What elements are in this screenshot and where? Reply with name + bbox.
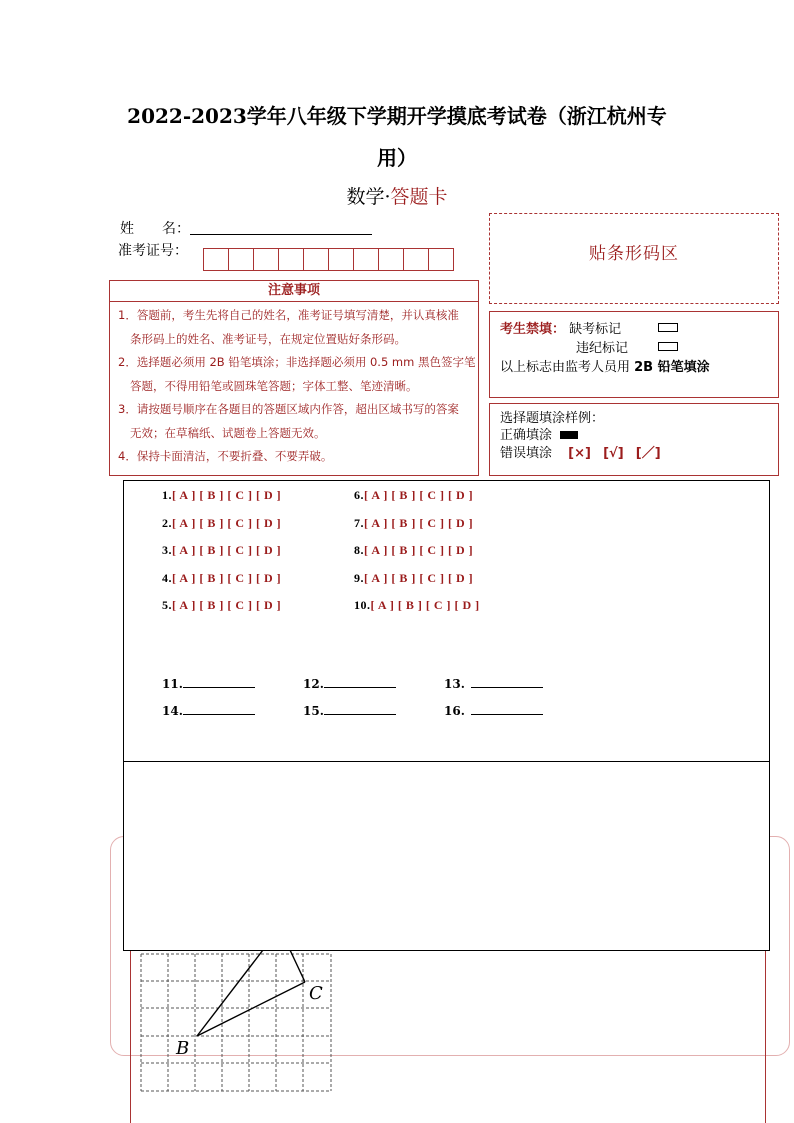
mc-choice-bubbles[interactable]: [ A ] [ B ] [ C ] [ D ] — [364, 488, 474, 502]
mc-question-row — [354, 513, 480, 541]
fill-blank-line[interactable] — [183, 675, 255, 688]
forbid-row-absent — [500, 318, 621, 337]
mc-question-number: 6. — [354, 488, 364, 502]
notice-box — [109, 280, 479, 476]
mc-question-number: 10. — [354, 598, 371, 613]
notice-list — [110, 302, 478, 469]
mc-question-row — [162, 485, 281, 513]
mc-question-row — [354, 595, 480, 623]
notice-item: 1．答题前，考生先将自己的姓名，准考证号填写清楚，并认真核准 — [118, 308, 459, 322]
mc-choice-bubbles[interactable]: [ A ] [ B ] [ C ] [ D ] — [364, 543, 474, 558]
notice-item-continued: 答题，不得用铅笔或圆珠笔答题；字体工整、笔迹清晰。 — [130, 378, 418, 393]
barcode-area — [489, 213, 779, 304]
mc-question-row — [162, 595, 281, 623]
notice-item: 3．请按题号顺序在各题目的答题区域内作答，超出区域书写的答案 — [118, 402, 459, 416]
correct-fill-row — [500, 428, 578, 444]
answer-area-solution[interactable] — [123, 761, 770, 951]
fill-blank-line[interactable] — [471, 702, 543, 715]
name-label: 姓 名： — [120, 221, 190, 237]
fill-sample-box — [489, 403, 779, 476]
mc-question-number: 2. — [162, 515, 172, 530]
mc-question-row — [162, 568, 281, 596]
wrong-fill-label: 错误填涂 — [500, 446, 553, 461]
mc-question-number: 9. — [354, 570, 364, 585]
fill-blank-line[interactable] — [183, 702, 255, 715]
subject-label: 数学· — [346, 186, 391, 208]
exam-id-digit-box[interactable] — [253, 248, 279, 271]
notice-item-continued: 条形码上的姓名、准考证号，在规定位置贴好条形码。 — [130, 331, 406, 346]
forbid-box — [489, 311, 779, 398]
fill-blank-number: 13. — [444, 677, 465, 691]
mc-choice-bubbles[interactable]: [ A ] [ B ] [ C ] [ D ] — [172, 598, 282, 613]
fill-blank-line[interactable] — [324, 675, 396, 688]
fill-blank-number: 15. — [303, 704, 324, 718]
answer-area-choice — [123, 480, 770, 762]
mc-question-number: 8. — [354, 543, 364, 558]
violation-mark-label: 违纪标记 — [576, 341, 629, 356]
mc-question-number: 7. — [354, 515, 364, 530]
fill-blank-number: 12. — [303, 677, 324, 691]
mc-choice-bubbles[interactable]: [ A ] [ B ] [ C ] [ D ] — [370, 598, 480, 613]
notice-heading: 注意事项 — [110, 281, 478, 302]
mc-question-row — [354, 485, 480, 513]
notice-item-continued: 无效；在草稿纸、试题卷上答题无效。 — [130, 425, 326, 440]
background-frame-inner-right — [765, 930, 766, 1123]
triangle-figure — [135, 950, 340, 1095]
exam-id-digit-box[interactable] — [353, 248, 379, 271]
fill-blank-number: 16. — [444, 704, 465, 718]
mc-choice-bubbles[interactable]: [ A ] [ B ] [ C ] [ D ] — [172, 488, 282, 502]
fill-blank-item[interactable] — [303, 702, 396, 718]
mc-question-row — [354, 540, 480, 568]
notice-item: 4．保持卡面清洁，不要折叠、不要弄破。 — [118, 449, 333, 463]
exam-id-boxes[interactable] — [203, 248, 454, 271]
forbid-note — [500, 356, 710, 375]
wrong-mark-cross: [×] — [568, 446, 591, 461]
fill-blank-item[interactable] — [303, 675, 396, 691]
wrong-mark-check: [√] — [603, 446, 624, 461]
fill-blank-item[interactable] — [162, 702, 255, 718]
mc-choice-bubbles[interactable]: [ A ] [ B ] [ C ] [ D ] — [364, 515, 474, 530]
exam-id-digit-box[interactable] — [403, 248, 429, 271]
barcode-label: 贴条形码区 — [589, 244, 679, 264]
fill-sample-heading: 选择题填涂样例： — [500, 411, 605, 426]
mc-question-number: 3. — [162, 543, 172, 558]
exam-id-digit-box[interactable] — [228, 248, 254, 271]
mc-choice-bubbles[interactable]: [ A ] [ B ] [ C ] [ D ] — [172, 515, 282, 530]
forbid-note-text: 以上标志由监考人员用 — [500, 360, 635, 375]
background-frame-inner-left — [130, 930, 131, 1123]
exam-id-digit-box[interactable] — [203, 248, 229, 271]
exam-id-digit-box[interactable] — [428, 248, 454, 271]
forbid-note-bold: 2B 铅笔填涂 — [634, 360, 710, 375]
mc-question-number: 1. — [162, 488, 172, 502]
fill-blank-line[interactable] — [471, 675, 543, 688]
answer-card-label: 答题卡 — [390, 186, 448, 208]
vertex-label-c: C — [309, 983, 323, 1004]
wrong-mark-slash: [／] — [635, 446, 661, 461]
fill-blank-number: 11. — [162, 677, 183, 691]
mc-column-right — [354, 485, 480, 623]
fill-blank-item[interactable] — [162, 675, 255, 691]
mc-question-row — [162, 540, 281, 568]
mc-column-left — [162, 485, 281, 623]
exam-id-digit-box[interactable] — [378, 248, 404, 271]
exam-id-digit-box[interactable] — [303, 248, 329, 271]
absent-mark-box[interactable] — [658, 323, 678, 332]
answer-card-subtitle — [0, 182, 794, 209]
mc-question-row — [162, 513, 281, 541]
exam-id-digit-box[interactable] — [328, 248, 354, 271]
exam-id-digit-box[interactable] — [278, 248, 304, 271]
mc-question-row — [354, 568, 480, 596]
notice-item: 2．选择题必须用 2B 铅笔填涂；非选择题必须用 0.5 mm 黑色签字笔 — [118, 355, 476, 369]
correct-fill-mark — [560, 431, 578, 439]
fill-blank-item[interactable] — [444, 675, 543, 691]
mc-question-number: 5. — [162, 598, 172, 613]
absent-mark-label: 缺考标记 — [569, 322, 622, 337]
vertex-label-b: B — [176, 1038, 190, 1059]
forbid-label: 考生禁填： — [500, 322, 566, 337]
wrong-fill-row — [500, 446, 661, 462]
mc-choice-bubbles[interactable]: [ A ] [ B ] [ C ] [ D ] — [172, 543, 282, 558]
fill-blank-number: 14. — [162, 704, 183, 718]
name-field[interactable] — [190, 218, 372, 235]
mc-choice-bubbles[interactable]: [ A ] [ B ] [ C ] [ D ] — [364, 570, 474, 585]
page-title: 2022-2023学年八年级下学期开学摸底考试卷（浙江杭州专 — [127, 104, 667, 128]
fill-blank-item[interactable] — [444, 702, 543, 718]
mc-choice-bubbles[interactable]: [ A ] [ B ] [ C ] [ D ] — [172, 570, 282, 585]
mc-question-number: 4. — [162, 570, 172, 585]
exam-id-label: 准考证号： — [118, 243, 188, 259]
page-title-continued: 用） — [377, 146, 417, 170]
correct-fill-label: 正确填涂 — [500, 428, 553, 443]
violation-mark-box[interactable] — [658, 342, 678, 351]
fill-blank-line[interactable] — [324, 702, 396, 715]
